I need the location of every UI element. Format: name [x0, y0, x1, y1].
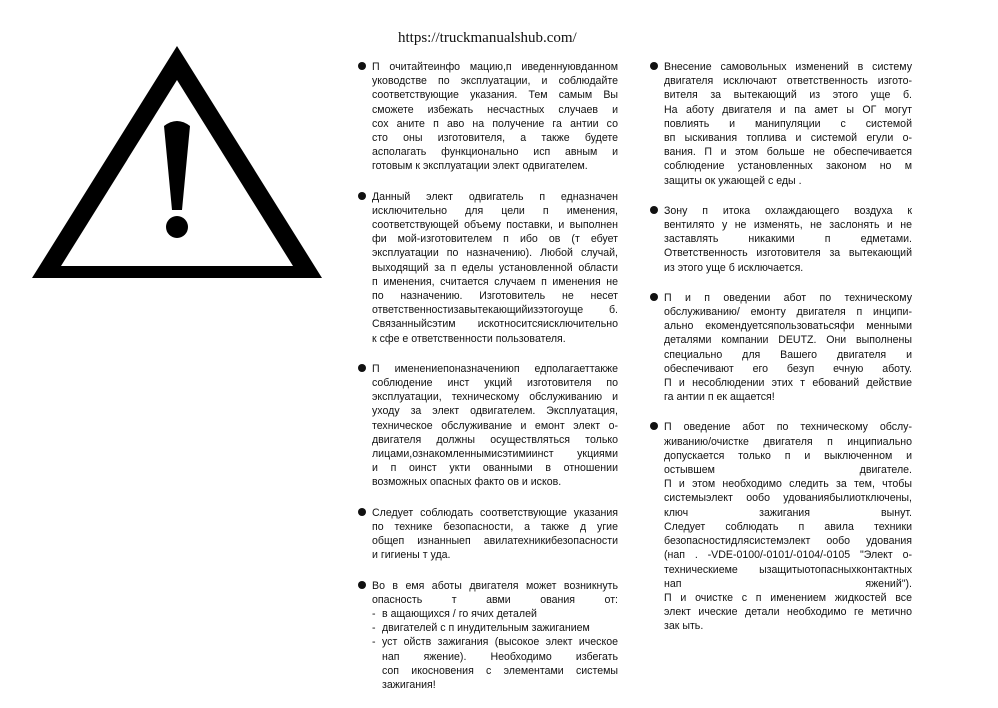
text-line: Ответственность изготовителя за вытекающий	[664, 247, 912, 260]
bullet-paragraph	[650, 60, 912, 188]
text-line: зажигания!	[382, 678, 436, 691]
text-line: соответствующие указания. Тем самым Вы	[372, 89, 618, 102]
dash-icon: -	[372, 622, 376, 635]
text-line: вания. П и этом больше не обеспечивается	[664, 146, 912, 159]
text-line: общеп изнанныеп авилатехникибезопасности	[372, 535, 618, 548]
text-line: фи мой-изготовителем п ибо ов (т ебует	[372, 233, 618, 246]
warning-triangle-icon	[28, 40, 326, 284]
bullet-paragraph	[358, 60, 618, 174]
text-line: готовым к эксплуатации элект одвигателем.	[372, 160, 588, 173]
text-line: специально для Вашего двигателя и	[664, 348, 912, 361]
text-line: сто оны изготовителя, а также будете	[372, 132, 618, 145]
text-line: сможете избежать несчастных случаев и	[372, 103, 618, 116]
text-line: допускается только п и выключенном и	[664, 449, 912, 462]
list-item	[372, 621, 618, 635]
text-line: П и очистке с п именением жидкостей все	[664, 591, 912, 604]
text-line: ответственностизавытекающийизэтогоуще б.	[372, 304, 618, 317]
text-line: нап яжений").	[664, 577, 912, 590]
bullet-paragraph	[358, 190, 618, 346]
text-line: системыэлект ообо удованиябылиотключены,	[664, 492, 912, 505]
bullet-icon	[650, 62, 658, 70]
text-line: заставлять никакими п едметами.	[664, 233, 912, 246]
bullet-paragraph	[650, 420, 912, 633]
text-line: двигателей с п инудительным зажиганием	[382, 622, 590, 635]
bullet-icon	[650, 293, 658, 301]
text-line: Связанныйсэтим искотноситсяисключительно	[372, 318, 618, 331]
text-line: ключ зажигания вынут.	[664, 506, 912, 519]
text-line: обслуживанию/ емонту двигателя п инципи-	[664, 306, 912, 319]
text-line: ально екомендуетсяпользоватьсяфи менными	[664, 320, 912, 333]
text-line: и гигиены т уда.	[372, 549, 451, 562]
text-line: га антии п ек ащается!	[664, 391, 775, 404]
list-item	[372, 635, 618, 692]
text-line: и п оинст укти ованными в отношении	[372, 462, 618, 475]
text-line: эксплуатации по назначению). Любой случай,	[372, 247, 618, 260]
dash-icon: -	[372, 607, 376, 620]
text-line: остывшем двигателе.	[664, 464, 912, 477]
dash-icon: -	[372, 636, 376, 649]
bullet-icon	[358, 62, 366, 70]
text-line: Во в емя аботы двигателя может возникнуть	[372, 579, 618, 592]
text-line: повлиять и манипуляции с системой	[664, 117, 912, 130]
text-line: техническиеме ызащитыотопасныхконтактных	[664, 563, 912, 576]
bullet-paragraph	[358, 579, 618, 693]
text-line: Внесение самовольных изменений в систему	[664, 61, 912, 73]
text-line: лицами,ознакомленнымисэтимиинст укциями	[372, 448, 618, 461]
bullet-icon	[358, 364, 366, 372]
text-line: уходу за элект одвигателем. Эксплуатация,	[372, 405, 618, 418]
text-line: исключительно для цели п именения,	[372, 204, 618, 217]
text-line: двигателя должны осуществляться только	[372, 433, 618, 446]
text-line: Следует соблюдать п авила техники	[664, 520, 912, 533]
text-line: сох аните п аво на получение га антии со	[372, 117, 618, 130]
source-url: https://truckmanualshub.com/	[398, 30, 577, 46]
text-line: эксплуатации, техническому обслуживанию и	[372, 391, 618, 404]
text-line: На аботу двигателя и па амет ы ОГ могут	[664, 103, 912, 116]
text-line: соблюдение инст укций изготовителя по	[372, 377, 618, 390]
text-line: опасность т авми ования от:	[372, 593, 618, 606]
bullet-paragraph	[650, 291, 912, 405]
text-line: в ащающихся / го ячих деталей	[382, 607, 537, 620]
text-line: вителя за вытекающий из этого уще б.	[664, 89, 912, 102]
text-line: П и этом необходимо следить за тем, чтобы	[664, 478, 912, 491]
text-line: живанию/очистке двигателя п инципиально	[664, 435, 912, 448]
bullet-paragraph	[358, 362, 618, 490]
text-line: соответствующей объему поставки, и выполнен	[372, 219, 618, 232]
bullet-icon	[650, 206, 658, 214]
text-line: П очитайтеинфо мацию,п иведеннуювданном	[372, 61, 618, 73]
text-line: из этого уще б исключается.	[664, 261, 804, 274]
text-line: техническое обслуживание и емонт элект о-	[372, 419, 618, 432]
text-line: элект ические детали необходимо ге метично	[664, 606, 912, 619]
text-line: к сфе е ответственности пользователя.	[372, 332, 566, 345]
text-line: нап яжение). Необходимо избегать	[382, 650, 618, 663]
text-line: Зону п итока охлаждающего воздуха к	[664, 204, 912, 217]
text-line: Данный элект одвигатель п едназначен	[372, 190, 618, 203]
text-line: по назначению. Изготовитель не несет	[372, 290, 618, 303]
bullet-icon	[358, 581, 366, 589]
text-line: безопасностидлясистемэлект ообо удования	[664, 535, 912, 548]
text-line: соп икосновения с элементами системы	[382, 664, 618, 677]
bullet-paragraph	[358, 506, 618, 563]
text-line: соблюдение установленных законом но м	[664, 160, 912, 173]
text-line: уководстве по эксплуатации, и соблюдайте	[372, 75, 618, 88]
text-line: защиты ок ужающей с еды .	[664, 174, 802, 187]
bullet-paragraph	[650, 204, 912, 275]
text-line: П и несоблюдении этих т ебований действие	[664, 377, 912, 390]
text-line: П и п оведении абот по техническому	[664, 291, 912, 304]
text-line: деталями компании DEUTZ. Они выполнены	[664, 334, 912, 347]
text-line: П оведение абот по техническому обслу-	[664, 421, 912, 434]
text-line: вентилято у не изменять, не заслонять и не	[664, 219, 912, 232]
bullet-icon	[358, 192, 366, 200]
text-line: вп ыскивания топлива и системой егули о-	[664, 132, 912, 145]
text-line: обеспечивают его безуп ечную аботу.	[664, 362, 912, 375]
text-line: П именениепоназначениюп едполагаеттакже	[372, 362, 618, 375]
list-item	[372, 607, 618, 621]
text-line: асполагать функционально исп авным и	[372, 146, 618, 159]
text-line: выходящий за п еделы установленной области	[372, 261, 618, 274]
text-line: Следует соблюдать соответствующие указания	[372, 506, 618, 519]
bullet-icon	[358, 508, 366, 516]
text-line: зак ыть.	[664, 620, 704, 633]
text-line: п именения, считается случаем п именения не	[372, 275, 618, 288]
text-line: уст ойств зажигания (высокое элект ическое	[382, 636, 618, 649]
left-column	[358, 60, 618, 708]
text-line: возможных опасных факто ов и исков.	[372, 476, 562, 489]
text-line: двигателя исключают ответственность изгото-	[664, 75, 912, 88]
bullet-icon	[650, 422, 658, 430]
text-line: по технике безопасности, а также д угие	[372, 520, 618, 533]
text-line: (нап . -VDE-0100/-0101/-0104/-0105 "Элект о-	[664, 549, 912, 562]
right-column	[650, 60, 912, 650]
